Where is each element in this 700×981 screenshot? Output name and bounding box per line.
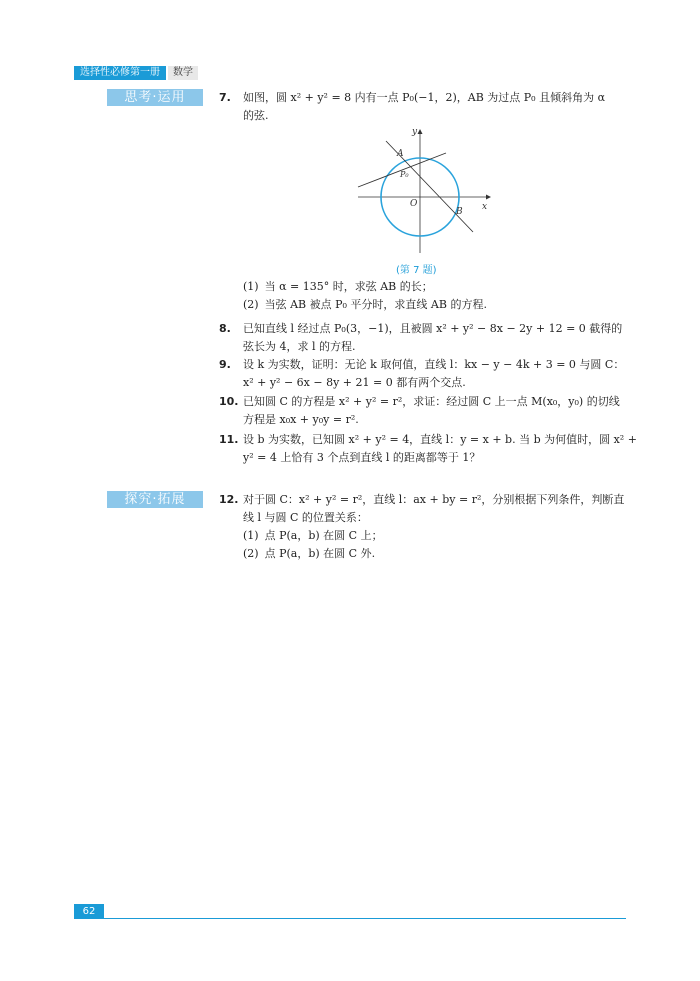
- section-tag-think-apply: 思考·运用: [107, 89, 203, 106]
- problem-text-line: 已知直线 l 经过点 P₀(3，−1)，且被圆 x² + y² − 8x − 2y + 12 = 0 截得的: [243, 322, 623, 335]
- subquestion-label: (1): [243, 280, 259, 293]
- problem-11: [219, 431, 639, 467]
- problem-text-line: 方程是 x₀x + y₀y = r².: [243, 413, 359, 426]
- problem-text-line: 已知圆 C 的方程是 x² + y² = r²，求证：经过圆 C 上一点 M(x₀，y₀) 的切线: [243, 395, 620, 408]
- subquestion-label: (2): [243, 547, 259, 560]
- subquestion-2: [243, 545, 639, 563]
- subquestion-label: (1): [243, 529, 259, 542]
- problem-text-line: 线 l 与圆 C 的位置关系：: [243, 511, 368, 524]
- page-header: [74, 66, 198, 80]
- problem-8: [219, 320, 639, 356]
- y-axis-arrow: [418, 129, 423, 134]
- problem-7-figure: [350, 125, 500, 257]
- problem-number: 7.: [219, 91, 231, 104]
- y-axis-label: y: [412, 127, 418, 137]
- problem-number: 10.: [219, 395, 239, 408]
- point-b-label: B: [456, 207, 463, 217]
- problem-7: [219, 89, 639, 125]
- problem-7-subquestions: [219, 278, 639, 314]
- subquestion-1: [243, 278, 639, 296]
- book-title: 选择性必修第一册: [74, 66, 166, 80]
- subquestion-label: (2): [243, 298, 259, 311]
- subject-label: 数学: [168, 66, 198, 80]
- problem-12: [219, 491, 639, 563]
- section-tag-explore-extend: 探究·拓展: [107, 491, 203, 508]
- problem-number: 9.: [219, 358, 231, 371]
- footer-rule: [104, 918, 626, 919]
- problem-text-line: y² = 4 上恰有 3 个点到直线 l 的距离都等于 1？: [243, 451, 481, 464]
- problem-number: 8.: [219, 322, 231, 335]
- point-a-label: A: [397, 149, 404, 159]
- subquestion-text: 当 α = 135° 时，求弦 AB 的长；: [264, 280, 433, 293]
- problem-9: [219, 356, 639, 392]
- problem-number: 11.: [219, 433, 239, 446]
- subquestion-text: 点 P(a，b) 在圆 C 上；: [264, 529, 383, 542]
- problem-10: [219, 393, 639, 429]
- problem-number: 12.: [219, 493, 239, 506]
- problem-text-line: 的弦.: [243, 109, 269, 122]
- problem-text-line: 如图，圆 x² + y² = 8 内有一点 P₀(−1，2)，AB 为过点 P₀ 且倾斜角为 α: [243, 91, 606, 104]
- problem-text-line: x² + y² − 6x − 8y + 21 = 0 都有两个交点.: [243, 376, 466, 389]
- page-number: 62: [74, 904, 104, 919]
- point-p0-label: P₀: [400, 170, 409, 179]
- subquestion-2: [243, 296, 639, 314]
- origin-label: O: [410, 199, 418, 209]
- subquestion-1: [243, 527, 639, 545]
- problem-text-line: 设 k 为实数，证明：无论 k 取何值，直线 l：kx − y − 4k + 3 = 0 与圆 C：: [243, 358, 625, 371]
- x-axis-arrow: [486, 195, 491, 200]
- problem-text-line: 对于圆 C：x² + y² = r²，直线 l：ax + by = r²，分别根据下列条件，判断直: [243, 493, 625, 506]
- figure-caption: (第 7 题): [396, 265, 437, 276]
- problem-text-line: 弦长为 4，求 l 的方程.: [243, 340, 356, 353]
- problem-text-line: 设 b 为实数，已知圆 x² + y² = 4，直线 l：y = x + b. 当 b 为何值时，圆 x² +: [243, 433, 637, 446]
- x-axis-label: x: [482, 202, 488, 212]
- subquestion-text: 当弦 AB 被点 P₀ 平分时，求直线 AB 的方程.: [264, 298, 487, 311]
- subquestion-text: 点 P(a，b) 在圆 C 外.: [264, 547, 376, 560]
